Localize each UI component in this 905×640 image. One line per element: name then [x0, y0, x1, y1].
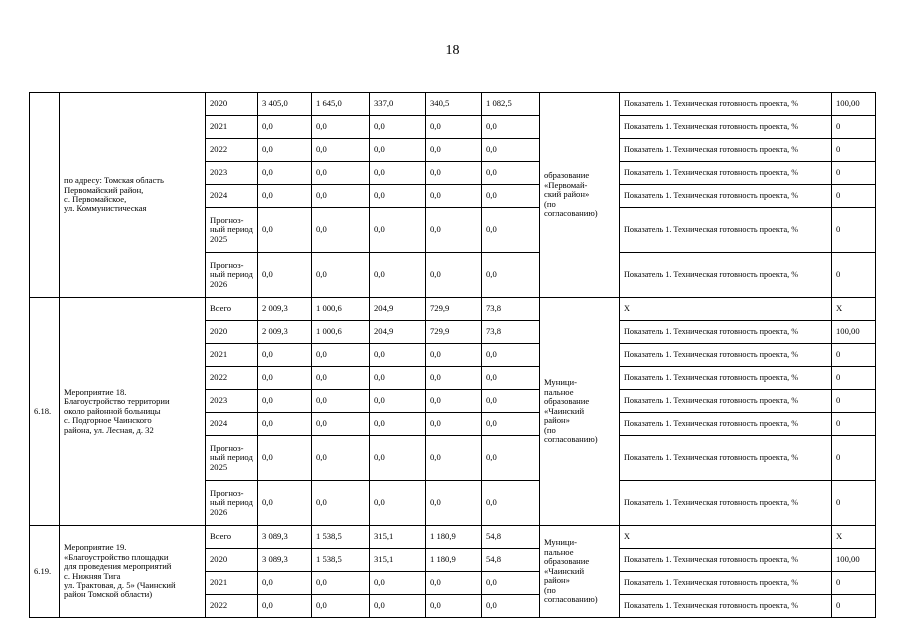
indicator-value-cell: 100,00: [832, 321, 876, 344]
funding-value-cell: 0,0: [370, 572, 426, 595]
funding-value-cell: 0,0: [312, 367, 370, 390]
indicator-value-cell: 0: [832, 208, 876, 253]
indicator-cell: Показатель 1. Техническая готовность проекта, %: [620, 139, 832, 162]
funding-value-cell: 0,0: [312, 595, 370, 618]
funding-value-cell: 0,0: [482, 185, 540, 208]
funding-value-cell: 0,0: [370, 139, 426, 162]
funding-value-cell: 0,0: [426, 390, 482, 413]
executor-line: (по: [544, 424, 556, 435]
year-cell: 2021: [206, 572, 258, 595]
funding-value-cell: 0,0: [258, 185, 312, 208]
funding-value-cell: 0,0: [482, 139, 540, 162]
activity-name-line: с. Первомайское,: [64, 194, 127, 204]
activity-name: [60, 526, 206, 618]
funding-value-cell: 0,0: [312, 413, 370, 436]
indicator-cell: Показатель 1. Техническая готовность проекта, %: [620, 321, 832, 344]
funding-value-cell: 0,0: [426, 185, 482, 208]
funding-value-cell: 1 000,6: [312, 298, 370, 321]
indicator-cell: Показатель 1. Техническая готовность проекта, %: [620, 162, 832, 185]
executor-line: образование: [544, 170, 590, 181]
funding-value-cell: 0,0: [482, 413, 540, 436]
funding-value-cell: 0,0: [426, 162, 482, 185]
indicator-cell: Показатель 1. Техническая готовность проекта, %: [620, 367, 832, 390]
funding-value-cell: 0,0: [312, 139, 370, 162]
year-cell: Прогноз- ный период 2026: [206, 253, 258, 298]
funding-value-cell: 0,0: [258, 413, 312, 436]
year-cell: Всего: [206, 298, 258, 321]
funding-value-cell: 337,0: [370, 93, 426, 116]
funding-value-cell: 3 405,0: [258, 93, 312, 116]
funding-value-cell: 0,0: [370, 162, 426, 185]
year-cell: 2022: [206, 595, 258, 618]
funding-value-cell: 2 009,3: [258, 298, 312, 321]
funding-value-cell: 0,0: [426, 253, 482, 298]
funding-value-cell: 0,0: [312, 162, 370, 185]
executor-line: пальное: [544, 386, 574, 397]
indicator-cell: Показатель 1. Техническая готовность проекта, %: [620, 253, 832, 298]
funding-value-cell: 1 000,6: [312, 321, 370, 344]
funding-value-cell: 0,0: [426, 116, 482, 139]
funding-value-cell: 0,0: [258, 572, 312, 595]
activity-name-line: района, ул. Лесная, д. 32: [64, 424, 154, 435]
funding-value-cell: 0,0: [312, 436, 370, 481]
funding-value-cell: 204,9: [370, 298, 426, 321]
year-cell: Прогноз- ный период 2025: [206, 436, 258, 481]
executor-line: согласованию): [544, 594, 598, 605]
funding-value-cell: 0,0: [426, 436, 482, 481]
activity-name-line: с. Подгорное Чаинского: [64, 415, 152, 426]
indicator-value-cell: 100,00: [832, 549, 876, 572]
funding-value-cell: 0,0: [312, 185, 370, 208]
indicator-value-cell: 0: [832, 413, 876, 436]
indicator-value-cell: 0: [832, 572, 876, 595]
executor-line: образование: [544, 556, 590, 567]
executor-line: ский район»: [544, 189, 590, 200]
year-cell: Прогноз- ный период 2026: [206, 481, 258, 526]
funding-value-cell: 0,0: [482, 253, 540, 298]
funding-value-cell: 0,0: [258, 116, 312, 139]
indicator-value-cell: 100,00: [832, 93, 876, 116]
funding-value-cell: 73,8: [482, 298, 540, 321]
funding-value-cell: 54,8: [482, 526, 540, 549]
executor-cell: [540, 298, 620, 526]
year-cell: 2023: [206, 390, 258, 413]
year-cell: 2024: [206, 185, 258, 208]
funding-value-cell: 0,0: [426, 413, 482, 436]
funding-value-cell: 0,0: [482, 572, 540, 595]
funding-value-cell: 0,0: [258, 344, 312, 367]
funding-value-cell: 0,0: [258, 367, 312, 390]
funding-value-cell: 1 180,9: [426, 526, 482, 549]
program-table: [29, 92, 876, 618]
funding-value-cell: 0,0: [426, 367, 482, 390]
funding-value-cell: 0,0: [312, 253, 370, 298]
year-cell: 2022: [206, 139, 258, 162]
executor-line: «Чаинский: [544, 565, 585, 576]
activity-name-line: Мероприятие 19.: [64, 542, 127, 553]
funding-value-cell: 0,0: [258, 436, 312, 481]
indicator-cell: Х: [620, 298, 832, 321]
executor-cell: [540, 526, 620, 618]
executor-line: район»: [544, 575, 570, 586]
activity-name-line: по адресу: Томская область: [64, 175, 164, 186]
year-cell: 2020: [206, 549, 258, 572]
funding-value-cell: 0,0: [482, 116, 540, 139]
funding-value-cell: 2 009,3: [258, 321, 312, 344]
funding-value-cell: 0,0: [312, 390, 370, 413]
indicator-value-cell: 0: [832, 390, 876, 413]
funding-value-cell: 0,0: [312, 572, 370, 595]
table-row: [30, 298, 876, 321]
indicator-value-cell: 0: [832, 185, 876, 208]
activity-name-line: ул. Коммунистическая: [64, 203, 147, 214]
funding-value-cell: 1 180,9: [426, 549, 482, 572]
funding-value-cell: 0,0: [426, 344, 482, 367]
indicator-cell: Показатель 1. Техническая готовность проекта, %: [620, 208, 832, 253]
year-cell: 2023: [206, 162, 258, 185]
executor-line: образование: [544, 396, 590, 407]
executor-line: (по: [544, 584, 556, 595]
executor-line: Муници-: [544, 377, 577, 388]
indicator-value-cell: Х: [832, 298, 876, 321]
executor-line: пальное: [544, 546, 574, 557]
executor-line: (по: [544, 198, 556, 209]
activity-name-line: Мероприятие 18.: [64, 386, 127, 397]
funding-value-cell: 1 538,5: [312, 549, 370, 572]
funding-value-cell: 0,0: [482, 595, 540, 618]
funding-value-cell: 3 089,3: [258, 549, 312, 572]
indicator-value-cell: 0: [832, 481, 876, 526]
table-row: [30, 526, 876, 549]
executor-line: Муници-: [544, 537, 577, 548]
activity-name: [60, 93, 206, 298]
funding-value-cell: 0,0: [426, 139, 482, 162]
indicator-cell: Показатель 1. Техническая готовность проекта, %: [620, 185, 832, 208]
indicator-cell: Показатель 1. Техническая готовность проекта, %: [620, 572, 832, 595]
indicator-cell: Показатель 1. Техническая готовность проекта, %: [620, 595, 832, 618]
executor-line: согласованию): [544, 434, 598, 445]
activity-name-line: около районной больницы: [64, 405, 161, 416]
funding-value-cell: 0,0: [258, 390, 312, 413]
year-cell: 2022: [206, 367, 258, 390]
funding-value-cell: 0,0: [482, 481, 540, 526]
indicator-value-cell: 0: [832, 595, 876, 618]
funding-value-cell: 0,0: [482, 208, 540, 253]
activity-name-line: Благоустройство территории: [64, 396, 170, 407]
section-number: 6.19.: [30, 526, 60, 618]
year-cell: 2020: [206, 321, 258, 344]
funding-value-cell: 0,0: [482, 390, 540, 413]
funding-value-cell: 0,0: [370, 413, 426, 436]
funding-value-cell: 729,9: [426, 298, 482, 321]
indicator-value-cell: 0: [832, 344, 876, 367]
indicator-cell: Показатель 1. Техническая готовность проекта, %: [620, 413, 832, 436]
funding-value-cell: 3 089,3: [258, 526, 312, 549]
executor-line: согласованию): [544, 208, 598, 219]
year-cell: Прогноз- ный период 2025: [206, 208, 258, 253]
funding-value-cell: 0,0: [370, 390, 426, 413]
funding-value-cell: 0,0: [370, 253, 426, 298]
funding-value-cell: 0,0: [312, 344, 370, 367]
funding-value-cell: 0,0: [482, 367, 540, 390]
funding-value-cell: 0,0: [482, 162, 540, 185]
page-number: 18: [445, 43, 460, 58]
executor-line: «Чаинский: [544, 405, 585, 416]
funding-value-cell: 0,0: [482, 436, 540, 481]
indicator-value-cell: 0: [832, 253, 876, 298]
executor-line: район»: [544, 415, 570, 426]
funding-value-cell: 729,9: [426, 321, 482, 344]
indicator-value-cell: 0: [832, 162, 876, 185]
funding-value-cell: 0,0: [312, 481, 370, 526]
indicator-value-cell: 0: [832, 436, 876, 481]
funding-value-cell: 54,8: [482, 549, 540, 572]
funding-value-cell: 0,0: [426, 208, 482, 253]
indicator-cell: Показатель 1. Техническая готовность проекта, %: [620, 436, 832, 481]
activity-name-line: с. Нижняя Тига: [64, 570, 121, 581]
funding-value-cell: 0,0: [426, 572, 482, 595]
funding-value-cell: 0,0: [258, 481, 312, 526]
year-cell: Всего: [206, 526, 258, 549]
activity-name-line: Первомайский район,: [64, 184, 144, 195]
funding-value-cell: 0,0: [370, 595, 426, 618]
funding-value-cell: 0,0: [312, 208, 370, 253]
indicator-value-cell: Х: [832, 526, 876, 549]
funding-value-cell: 0,0: [370, 436, 426, 481]
funding-value-cell: 0,0: [482, 344, 540, 367]
funding-value-cell: 0,0: [370, 185, 426, 208]
funding-value-cell: 0,0: [258, 253, 312, 298]
funding-value-cell: 0,0: [312, 116, 370, 139]
year-cell: 2021: [206, 344, 258, 367]
funding-value-cell: 0,0: [370, 116, 426, 139]
section-number: 6.18.: [30, 298, 60, 526]
funding-value-cell: 315,1: [370, 526, 426, 549]
funding-value-cell: 0,0: [426, 595, 482, 618]
indicator-cell: Показатель 1. Техническая готовность проекта, %: [620, 481, 832, 526]
indicator-value-cell: 0: [832, 116, 876, 139]
funding-value-cell: 0,0: [258, 208, 312, 253]
funding-value-cell: 204,9: [370, 321, 426, 344]
funding-value-cell: 1 538,5: [312, 526, 370, 549]
funding-value-cell: 0,0: [370, 208, 426, 253]
indicator-cell: Показатель 1. Техническая готовность проекта, %: [620, 390, 832, 413]
funding-value-cell: 0,0: [258, 139, 312, 162]
indicator-cell: Показатель 1. Техническая готовность проекта, %: [620, 344, 832, 367]
funding-value-cell: 0,0: [370, 367, 426, 390]
funding-value-cell: 1 082,5: [482, 93, 540, 116]
activity-name-line: ул. Трактовая, д. 5» (Чаинский: [64, 579, 176, 590]
funding-value-cell: 73,8: [482, 321, 540, 344]
funding-value-cell: 0,0: [258, 595, 312, 618]
funding-value-cell: 340,5: [426, 93, 482, 116]
funding-value-cell: 0,0: [370, 481, 426, 526]
indicator-value-cell: 0: [832, 367, 876, 390]
activity-name-line: район Томской области): [64, 589, 153, 600]
activity-name: [60, 298, 206, 526]
funding-value-cell: 1 645,0: [312, 93, 370, 116]
section-number: [30, 93, 60, 298]
activity-name-line: «Благоустройство площадки: [64, 551, 169, 562]
year-cell: 2021: [206, 116, 258, 139]
indicator-value-cell: 0: [832, 139, 876, 162]
indicator-cell: Показатель 1. Техническая готовность проекта, %: [620, 549, 832, 572]
year-cell: 2020: [206, 93, 258, 116]
indicator-cell: Показатель 1. Техническая готовность проекта, %: [620, 116, 832, 139]
activity-name-line: для проведения мероприятий: [64, 561, 172, 572]
funding-value-cell: 315,1: [370, 549, 426, 572]
funding-value-cell: 0,0: [370, 344, 426, 367]
funding-value-cell: 0,0: [426, 481, 482, 526]
executor-line: «Первомай-: [544, 179, 588, 190]
indicator-cell: Х: [620, 526, 832, 549]
year-cell: 2024: [206, 413, 258, 436]
executor-cell: [540, 93, 620, 298]
table-row: [30, 93, 876, 116]
funding-value-cell: 0,0: [258, 162, 312, 185]
indicator-cell: Показатель 1. Техническая готовность проекта, %: [620, 93, 832, 116]
